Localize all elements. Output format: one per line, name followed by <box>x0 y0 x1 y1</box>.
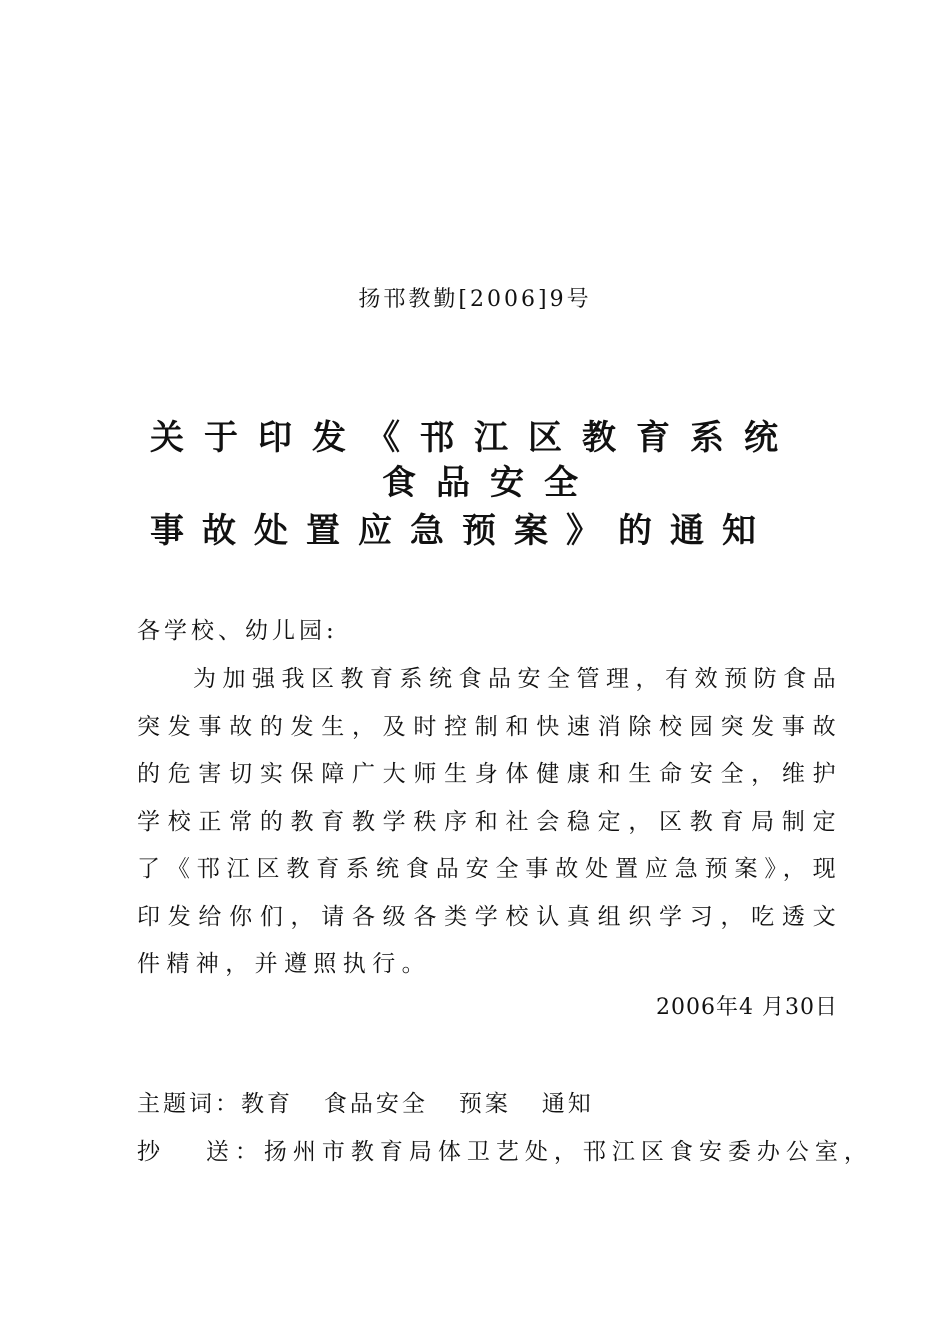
cc-recipients: 抄 送：扬州市教育局体卫艺处，邗江区食安委办公室， <box>137 1139 873 1165</box>
title-line-1: 关于印发《邗江区教育系统 <box>150 418 798 458</box>
body-paragraph: 为加强我区教育系统食品安全管理，有效预防食品突发事故的发生，及时控制和快速消除校园突发事故的危害切实保障广大师生身体健康和生命安全，维护学校正常的教育教学秩序和社会稳定，区教育局制定了《邗江区教育系统食品安全事故处置应急预案》，现印发给你们，请各级各类学校认真组织学习，吃透文件精神，并遵照执行。 <box>137 666 842 977</box>
document-number: 扬邗教勤[2006]9号 <box>358 287 592 312</box>
salutation: 各学校、幼儿园: <box>137 618 338 644</box>
title-line-2: 食品安全 <box>382 463 598 503</box>
subject-keywords: 主题词：教育 食品安全 预案 通知 <box>137 1091 594 1117</box>
issue-date: 2006年4 月30日 <box>656 995 838 1020</box>
title-line-3: 事故处置应急预案》的通知 <box>150 511 774 551</box>
